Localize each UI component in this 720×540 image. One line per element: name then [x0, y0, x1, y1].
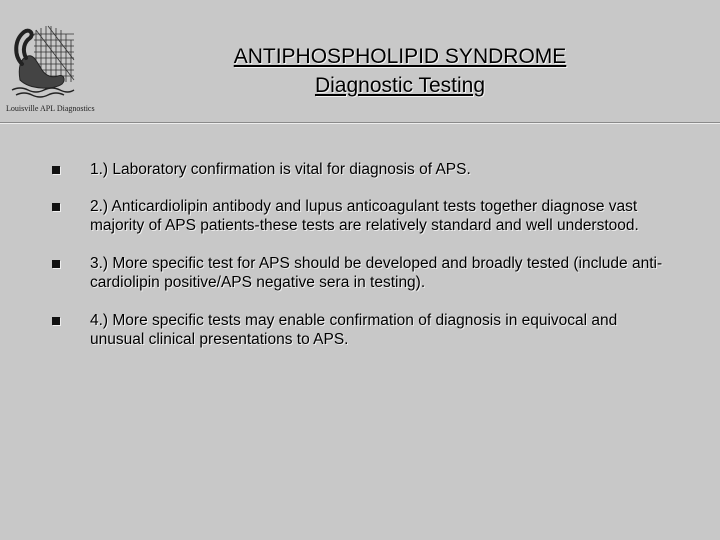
title-divider	[0, 122, 720, 124]
bullet-text: 4.) More specific tests may enable confirmation of diagnosis in equivocal and unusual clinical presentations to APS.	[90, 312, 618, 348]
square-bullet-icon	[52, 260, 60, 268]
square-bullet-icon	[52, 317, 60, 325]
bullet-item	[52, 311, 672, 349]
bullet-text: 3.) More specific test for APS should be developed and broadly tested (include anti-cardiolipin positive/APS negative sera in testing).	[90, 255, 663, 291]
bullet-item	[52, 197, 672, 235]
logo-caption: Louisville APL Diagnostics	[6, 104, 95, 113]
title-line-1: ANTIPHOSPHOLIPID SYNDROME	[233, 45, 567, 68]
bullet-text: 1.) Laboratory confirmation is vital for diagnosis of APS.	[90, 161, 471, 178]
bullet-item	[52, 160, 672, 179]
square-bullet-icon	[52, 203, 60, 211]
title-line-2: Diagnostic Testing	[314, 74, 486, 97]
swan-grid-logo-icon	[8, 20, 78, 100]
bullet-item	[52, 254, 672, 292]
slide-title	[140, 42, 660, 100]
bullet-text: 2.) Anticardiolipin antibody and lupus anticoagulant tests together diagnose vast majority of APS patients-these tests are relatively standard and well understood.	[90, 198, 639, 234]
bullet-list	[52, 160, 672, 349]
square-bullet-icon	[52, 166, 60, 174]
